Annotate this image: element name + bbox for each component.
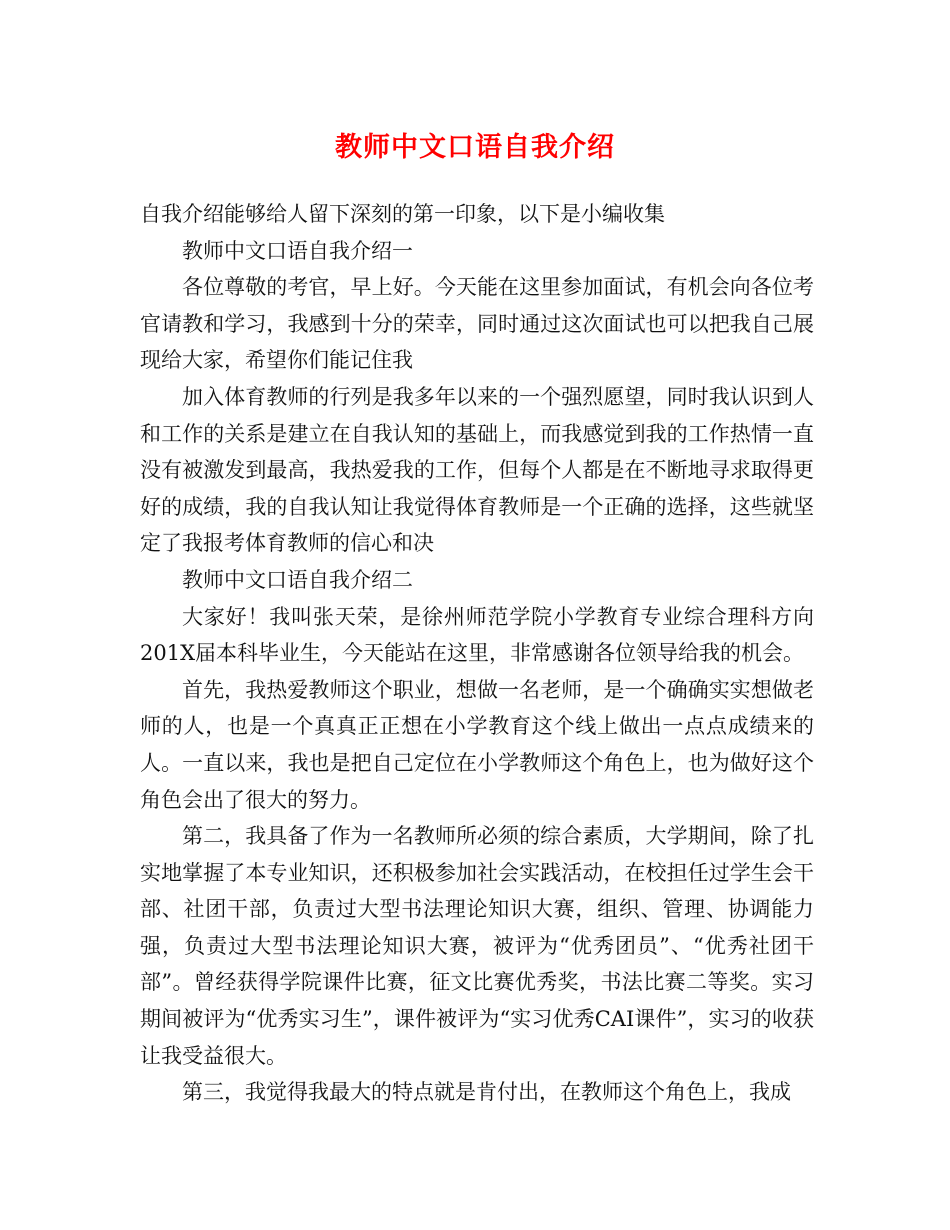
body-paragraph: 第三，我觉得我最大的特点就是肯付出，在教师这个角色上，我成	[182, 1080, 791, 1105]
body-paragraph: 首先，我热爱教师这个职业，想做一名老师，是一个确确实实想做老师的人，也是一个真真正正想在小学教育这个线上做出一点点成绩来的人。一直以来，我也是把自己定位在小学教师这个角色上，也为做好这个角色会出了很大的努力。	[140, 677, 814, 812]
document-body	[140, 196, 814, 1111]
body-paragraph: 加入体育教师的行列是我多年以来的一个强烈愿望，同时我认识到人和工作的关系是建立在自我认知的基础上，而我感觉到我的工作热情一直没有被激发到最高，我热爱我的工作，但每个人都是在不断地寻求取得更好的成绩，我的自我认知让我觉得体育教师是一个正确的选择，这些就坚定了我报考体育教师的信心和决	[140, 384, 814, 556]
document-title: 教师中文口语自我介绍	[335, 132, 615, 163]
intro-paragraph: 自我介绍能够给人留下深刻的第一印象，以下是小编收集	[140, 202, 665, 226]
body-paragraph: 大家好！我叫张天荣，是徐州师范学院小学教育专业综合理科方向201X届本科毕业生，今天能站在这里，非常感谢各位领导给我的机会。	[140, 604, 814, 666]
section-heading-one: 教师中文口语自我介绍一	[182, 238, 413, 263]
body-paragraph: 各位尊敬的考官，早上好。今天能在这里参加面试，有机会向各位考官请教和学习，我感到十分的荣幸，同时通过这次面试也可以把我自己展现给大家，希望你们能记住我	[140, 275, 814, 373]
section-heading-two: 教师中文口语自我介绍二	[182, 567, 413, 592]
body-paragraph: 第二，我具备了作为一名教师所必须的综合素质，大学期间，除了扎实地掌握了本专业知识，还积极参加社会实践活动，在校担任过学生会干部、社团干部，负责过大型书法理论知识大赛，组织、管理、协调能力强，负责过大型书法理论知识大赛，被评为“优秀团员”、“优秀社团干部”。曾经获得学院课件比赛，征文比赛优秀奖，书法比赛二等奖。实习期间被评为“优秀实习生”，课件被评为“实习优秀CAI课件”，实习的收获让我受益很大。	[140, 824, 814, 1068]
